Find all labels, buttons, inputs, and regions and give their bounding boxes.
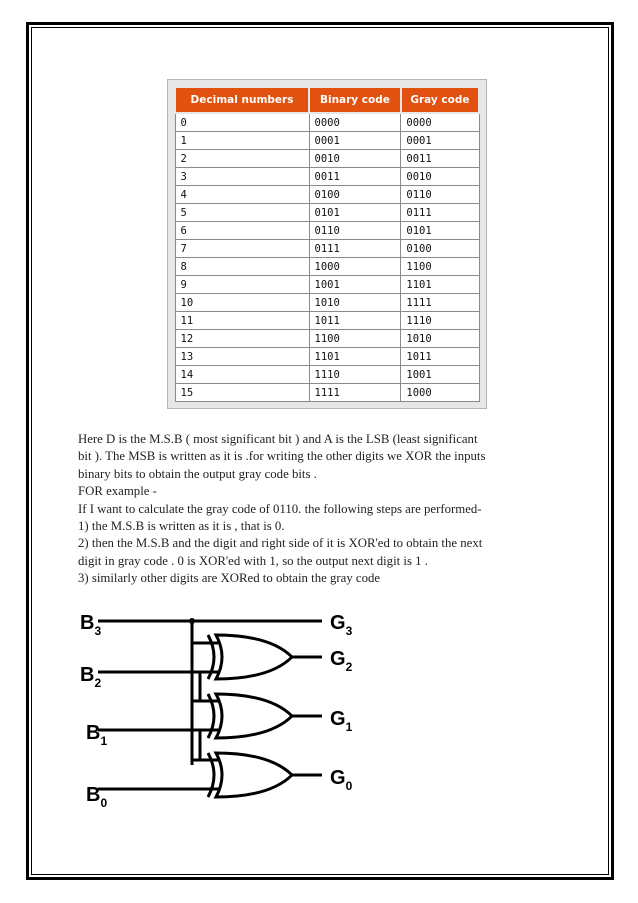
label-b1: $B_1$	[86, 722, 108, 748]
cell-binary: 1011	[309, 312, 401, 330]
table-row	[175, 186, 479, 204]
table-row	[175, 384, 479, 402]
xor-gate-1	[216, 635, 292, 679]
label-b0: $B_0$	[86, 784, 108, 810]
table-row	[175, 113, 479, 132]
header-decimal: Decimal numbers	[175, 87, 309, 113]
cell-binary: 0100	[309, 186, 401, 204]
cell-binary: 0001	[309, 132, 401, 150]
table-row	[175, 366, 479, 384]
table-row	[175, 312, 479, 330]
table-row	[175, 330, 479, 348]
cell-binary: 0101	[309, 204, 401, 222]
table-row	[175, 258, 479, 276]
cell-decimal: 6	[175, 222, 309, 240]
cell-gray: 0110	[401, 186, 479, 204]
explanation-text	[78, 431, 568, 588]
cell-gray: 1111	[401, 294, 479, 312]
header-binary: Binary code	[309, 87, 401, 113]
cell-binary: 0010	[309, 150, 401, 168]
table-row	[175, 204, 479, 222]
text-line: bit ). The MSB is written as it is .for writing the other digits we XOR the inputs	[78, 449, 486, 464]
cell-binary: 1101	[309, 348, 401, 366]
cell-gray: 1000	[401, 384, 479, 402]
cell-decimal: 9	[175, 276, 309, 294]
cell-gray: 0111	[401, 204, 479, 222]
cell-binary: 0000	[309, 113, 401, 132]
label-b3: $B_3$	[80, 612, 102, 638]
cell-binary: 1110	[309, 366, 401, 384]
cell-gray: 1001	[401, 366, 479, 384]
table-row	[175, 132, 479, 150]
gray-code-table-container	[167, 79, 487, 409]
cell-binary: 1100	[309, 330, 401, 348]
cell-binary: 0111	[309, 240, 401, 258]
table-row	[175, 168, 479, 186]
junction-dot	[189, 618, 195, 624]
cell-gray: 1011	[401, 348, 479, 366]
table-row	[175, 294, 479, 312]
binary-to-gray-circuit	[80, 605, 380, 810]
xor-gate-3	[216, 753, 292, 797]
cell-decimal: 2	[175, 150, 309, 168]
cell-decimal: 11	[175, 312, 309, 330]
cell-binary: 1010	[309, 294, 401, 312]
text-line: FOR example -	[78, 484, 157, 499]
cell-decimal: 13	[175, 348, 309, 366]
cell-gray: 0101	[401, 222, 479, 240]
text-line: digit in gray code . 0 is XOR'ed with 1, so the output next digit is 1 .	[78, 553, 428, 568]
text-line: binary bits to obtain the output gray code bits .	[78, 466, 317, 481]
cell-gray: 0010	[401, 168, 479, 186]
label-g3: $G_3$	[330, 612, 353, 638]
cell-decimal: 7	[175, 240, 309, 258]
label-g2: $G_2$	[330, 648, 353, 674]
text-line: 3) similarly other digits are XORed to obtain the gray code	[78, 571, 381, 586]
cell-gray: 0000	[401, 113, 479, 132]
cell-binary: 0011	[309, 168, 401, 186]
text-line: 1) the M.S.B is written as it is , that is 0.	[78, 519, 285, 534]
table-row	[175, 222, 479, 240]
table-row	[175, 348, 479, 366]
table-row	[175, 240, 479, 258]
cell-binary: 1001	[309, 276, 401, 294]
cell-gray: 1100	[401, 258, 479, 276]
cell-gray: 1010	[401, 330, 479, 348]
text-line: 2) then the M.S.B and the digit and right side of it is XOR'ed to obtain the next	[78, 536, 483, 551]
cell-decimal: 3	[175, 168, 309, 186]
cell-binary: 1111	[309, 384, 401, 402]
xor-gate-2	[216, 694, 292, 738]
cell-decimal: 4	[175, 186, 309, 204]
table-row	[175, 150, 479, 168]
cell-decimal: 1	[175, 132, 309, 150]
cell-decimal: 0	[175, 113, 309, 132]
text-line: Here D is the M.S.B ( most significant bit ) and A is the LSB (least significant	[78, 432, 478, 446]
cell-gray: 0001	[401, 132, 479, 150]
table-header-row	[175, 87, 479, 113]
table-row	[175, 276, 479, 294]
cell-binary: 1000	[309, 258, 401, 276]
cell-decimal: 8	[175, 258, 309, 276]
cell-gray: 0011	[401, 150, 479, 168]
label-b2: $B_2$	[80, 664, 102, 690]
cell-decimal: 5	[175, 204, 309, 222]
cell-binary: 0110	[309, 222, 401, 240]
cell-gray: 1101	[401, 276, 479, 294]
text-line: If I want to calculate the gray code of 0110. the following steps are performed-	[78, 501, 482, 516]
gray-code-table	[174, 86, 480, 402]
cell-gray: 0100	[401, 240, 479, 258]
header-gray: Gray code	[401, 87, 479, 113]
label-g1: $G_1$	[330, 708, 353, 734]
cell-decimal: 10	[175, 294, 309, 312]
cell-decimal: 15	[175, 384, 309, 402]
table-body	[175, 113, 479, 402]
cell-gray: 1110	[401, 312, 479, 330]
cell-decimal: 12	[175, 330, 309, 348]
label-g0: $G_0$	[330, 767, 353, 793]
cell-decimal: 14	[175, 366, 309, 384]
